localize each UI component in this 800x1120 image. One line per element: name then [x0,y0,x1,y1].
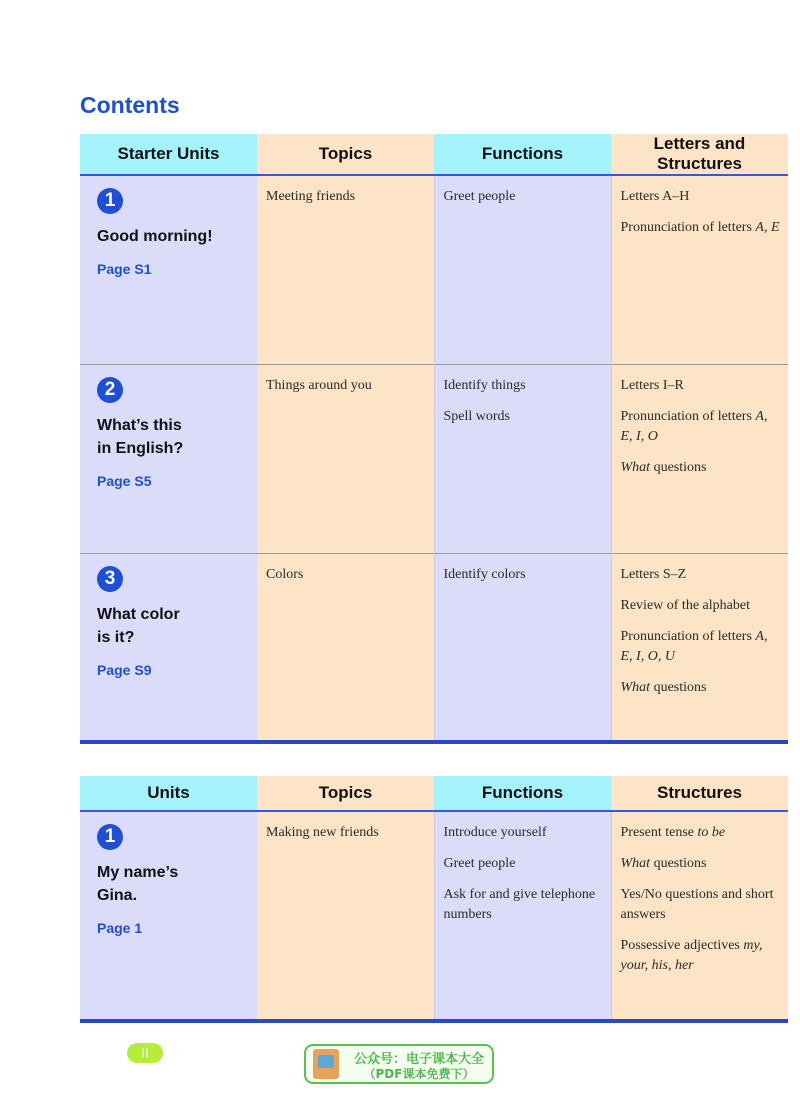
unit-page-link: Page S9 [97,661,152,678]
unit-page-link: Page S1 [97,261,152,277]
function-item: Greet people [443,856,516,871]
column-header-units: Units [80,776,257,811]
function-item: Introduce yourself [443,825,547,840]
book-icon [313,1049,339,1079]
function-item: Greet people [443,189,516,204]
structure-italic: to be [697,825,726,840]
structure-italic: What [620,679,651,695]
structure-italic: A, E, I, O [620,408,768,444]
structure-text: Pronunciation of letters [620,408,756,424]
watermark-line-2: （PDF课本免费下） [363,1067,475,1081]
unit-number-badge: 2 [97,377,123,403]
table-row [80,811,788,1021]
table-header-row [80,134,788,175]
structure-item [621,678,783,698]
unit-number-badge: 3 [97,566,123,592]
structure-item [621,218,783,238]
table-row [80,175,788,364]
topics-cell [257,175,434,364]
structures-cell [611,364,788,553]
structure-item [621,565,783,585]
table-header-row [80,776,788,811]
function-item: Identify things [443,377,526,393]
function-item: Spell words [443,408,510,424]
functions-cell [434,553,611,742]
structure-italic: my, your, his, her [620,938,763,973]
starter-units-table [80,134,788,744]
structures-cell [611,553,788,742]
structure-italic: What [620,856,651,871]
watermark-line-1: 公众号：电子课本大全 [353,1052,484,1067]
unit-cell [80,175,257,364]
structure-item [621,936,783,976]
structure-text: Letters A–H [620,189,690,204]
unit-title-line: is it? [97,628,135,646]
page-number: II [127,1043,163,1063]
unit-title-line: What color [97,605,180,623]
topic-item: Colors [266,566,304,582]
structure-item [621,854,783,874]
topics-cell [257,364,434,553]
structure-item [621,823,783,843]
units-table [80,776,788,1023]
topic-item: Things around you [266,377,372,393]
column-header-functions: Functions [434,134,611,175]
structure-text: questions [650,856,707,871]
unit-cell [80,811,257,1021]
unit-page-link: Page 1 [97,920,143,936]
structure-text: Yes/No questions and short answers [620,887,774,922]
watermark [304,1044,494,1084]
structures-cell [611,811,788,1021]
structure-italic: A, E, I, O, U [620,628,768,664]
page-title: Contents [80,92,180,118]
topic-item: Meeting friends [266,189,356,204]
structure-text: questions [650,459,707,475]
column-header-topics: Topics [257,776,434,811]
unit-title [97,225,247,248]
structures-cell [611,175,788,364]
structure-text: Possessive adjectives [620,938,744,953]
structure-item [621,885,783,925]
unit-title-line: What’s this [97,416,182,434]
column-header-letters-and-structures: Letters and Structures [611,134,788,175]
unit-title-line: My name’s [97,864,179,881]
structure-text: Pronunciation of letters [620,220,756,235]
column-header-starter-units: Starter Units [80,134,257,175]
function-item: Ask for and give telephone numbers [443,887,596,922]
topics-cell [257,553,434,742]
unit-title-line: Good morning! [97,228,213,245]
unit-title [97,603,247,649]
unit-title-line: in English? [97,439,184,457]
table-row [80,553,788,742]
column-header-functions: Functions [434,776,611,811]
functions-cell [434,175,611,364]
structure-text: Pronunciation of letters [620,628,756,644]
unit-title [97,414,247,460]
unit-title-line: Gina. [97,887,138,904]
column-header-topics: Topics [257,134,434,175]
unit-page-link: Page S5 [97,472,152,489]
function-item: Identify colors [443,566,526,582]
column-header-structures: Structures [611,776,788,811]
table-row [80,364,788,553]
structure-item [621,458,783,478]
unit-cell [80,364,257,553]
structure-italic: A, E [755,220,780,235]
unit-title [97,861,247,907]
structure-text: Letters S–Z [620,566,687,582]
structure-text: Letters I–R [620,377,684,393]
structure-text: Present tense [620,825,698,840]
structure-item [621,596,783,616]
structure-text: Review of the alphabet [620,597,750,613]
structure-italic: What [620,459,651,475]
structure-text: questions [650,679,707,695]
structure-item [621,627,783,667]
topics-cell [257,811,434,1021]
unit-number-badge: 1 [97,188,123,214]
functions-cell [434,811,611,1021]
topic-item: Making new friends [266,825,379,840]
structure-item [621,187,783,207]
unit-cell [80,553,257,742]
structure-item [621,376,783,396]
unit-number-badge: 1 [97,824,123,850]
functions-cell [434,364,611,553]
structure-item [621,407,783,447]
